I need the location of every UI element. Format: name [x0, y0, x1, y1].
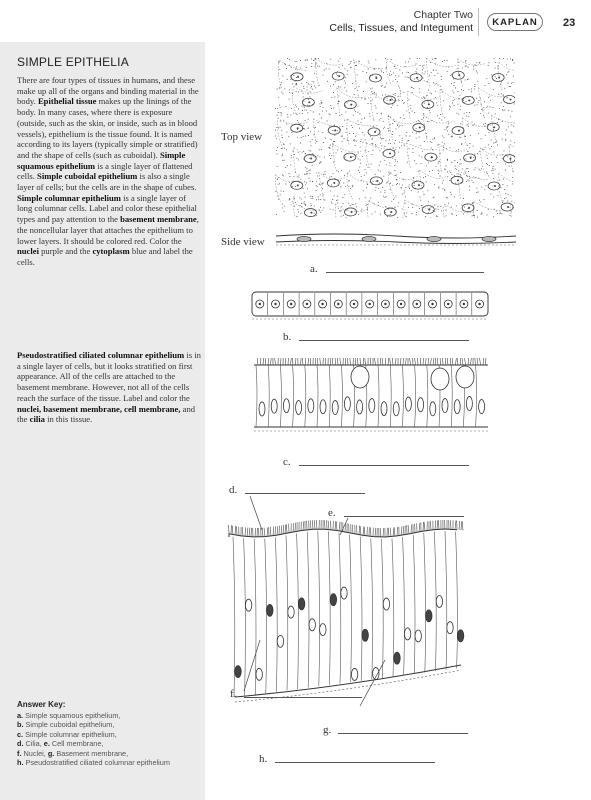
bold-term: Pseudostratified ciliated columnar epithelium — [17, 350, 185, 360]
section-title: SIMPLE EPITHELIA — [17, 55, 129, 69]
text-run: is in a single layer of cells, but it looks stratified on first appearance. All of the cells are attached to the basement membrane. However, not all of the cells reach the surface of the tissue. Label and color the — [17, 350, 201, 403]
chapter-title: Cells, Tissues, and Integument — [329, 22, 473, 34]
label-f: f. — [230, 688, 237, 700]
bold-term: Simple columnar epithelium — [17, 192, 121, 203]
label-c: c. — [283, 456, 291, 468]
text-run: Simple squamous epithelium, — [23, 710, 121, 720]
top-view-label: Top view — [221, 131, 263, 143]
bold-term: Simple squamous epithelium — [17, 149, 186, 171]
label-e: e. — [328, 507, 336, 519]
text-run: and the — [17, 403, 196, 425]
text-run: Cell membrane, — [49, 739, 104, 748]
bold-term: Simple cuboidal epithelium — [37, 171, 138, 182]
text-run: Simple columnar epithelium, — [23, 729, 117, 739]
text-run: is a single layer of long columnar cells. Label and color these epithelial types and pay attention to the — [17, 192, 197, 225]
text-run: purple and the — [38, 246, 93, 257]
text-run: Cilia, — [23, 739, 44, 748]
bold-term: f. — [17, 748, 22, 758]
side-view-label: Side view — [221, 236, 265, 248]
bold-term: d. — [17, 739, 24, 748]
label-b: b. — [283, 331, 292, 343]
label-h: h. — [259, 753, 268, 765]
text-run: blue and label the cells. — [17, 246, 193, 267]
leader-e — [340, 518, 348, 535]
text-run: Nuclei, — [21, 748, 48, 758]
leader-g — [360, 660, 385, 706]
text-run: in this tissue. — [44, 414, 93, 425]
leader-f — [244, 640, 260, 691]
bold-term: e. — [43, 739, 50, 748]
leader-d — [250, 496, 262, 530]
bold-term: cilia — [29, 414, 45, 425]
answer-key-title: Answer Key: — [17, 700, 66, 709]
bold-term: g. — [47, 748, 55, 758]
bold-term: cytoplasm — [92, 246, 130, 257]
text-run: is a single layer of flattened cells. — [17, 160, 193, 182]
publisher-logo: KAPLAN — [487, 13, 543, 31]
label-g: g. — [323, 724, 332, 736]
bold-term: a. — [17, 710, 24, 720]
label-d: d. — [229, 484, 238, 496]
text-run: , the noncellular layer that attaches the epithelium to lower layers. It should be colored red. Color the — [17, 214, 199, 246]
chapter-label: Chapter Two — [413, 9, 473, 21]
text-run: is also a single layer of cells; but the cells are in the shape of cubes. — [17, 171, 197, 193]
bold-term: nuclei, basement membrane, cell membrane, — [17, 403, 181, 414]
bold-term: b. — [17, 720, 24, 729]
text-run: Simple cuboidal epithelium, — [23, 720, 115, 729]
bold-term: Epithelial tissue — [37, 96, 97, 107]
text-run: There are four types of tissues in humans, and these make up all of the organs and binding material in the body. — [17, 75, 199, 107]
page-number: 23 — [563, 17, 576, 29]
bold-term: nuclei — [17, 246, 39, 257]
text-run: makes up the linings of the body. In many cases, where there is exposure (outside, such as the skin, or inside, such as in blood vessels), epithelium is the tissue found. It is named according to its layers (typically simple or stratified) and the shape of cells (such as cuboidal). — [17, 96, 198, 160]
label-a: a. — [310, 263, 318, 275]
bold-term: basement membrane — [120, 214, 197, 225]
bold-term: h. — [17, 758, 24, 767]
text-run: Pseudostratified ciliated columnar epithelium — [23, 758, 170, 767]
bold-term: c. — [17, 729, 24, 739]
text-run: Basement membrane, — [54, 748, 129, 758]
